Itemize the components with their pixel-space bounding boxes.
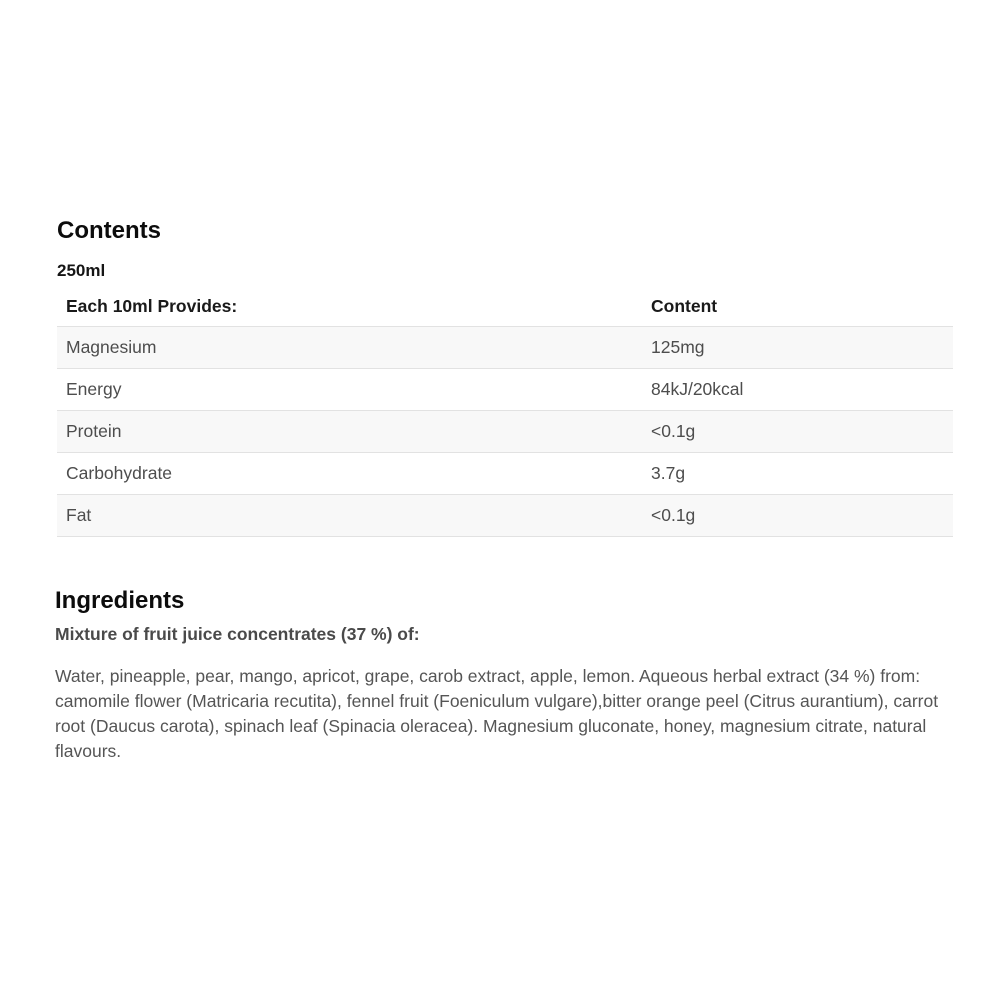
- table-row: [57, 327, 953, 369]
- nutrient-name: Magnesium: [57, 327, 642, 369]
- nutrient-value: <0.1g: [642, 411, 953, 453]
- contents-title: Contents: [57, 217, 161, 244]
- table-row: [57, 411, 953, 453]
- nutrition-table-header-row: [57, 286, 953, 327]
- nutrient-name: Protein: [57, 411, 642, 453]
- nutrient-value: 125mg: [642, 327, 953, 369]
- nutrition-table: [57, 286, 953, 537]
- contents-section: [57, 214, 953, 537]
- table-row: [57, 495, 953, 537]
- nutrient-name: Fat: [57, 495, 642, 537]
- nutrient-value: <0.1g: [642, 495, 953, 537]
- nutrient-value: 84kJ/20kcal: [642, 369, 953, 411]
- nutrient-value: 3.7g: [642, 453, 953, 495]
- ingredients-text: Water, pineapple, pear, mango, apricot, grape, carob extract, apple, lemon. Aqueous herbal extract (34 %) from: camomile flower (Matricaria recutita), fennel fruit (Foeniculum vulgare),bitter orange peel (Citrus aurantium), carrot root (Daucus carota), spinach leaf (Spinacia oleracea). Magnesium gluconate, honey, magnesium citrate, natural flavours.: [55, 666, 939, 761]
- nutrient-name: Carbohydrate: [57, 453, 642, 495]
- volume-label: 250ml: [57, 261, 106, 280]
- ingredients-section: [55, 584, 955, 764]
- table-row: [57, 453, 953, 495]
- column-header-content: Content: [642, 286, 953, 327]
- table-row: [57, 369, 953, 411]
- ingredients-subtitle: Mixture of fruit juice concentrates (37 %) of:: [55, 624, 420, 644]
- ingredients-title: Ingredients: [55, 587, 185, 614]
- nutrient-name: Energy: [57, 369, 642, 411]
- column-header-nutrient: Each 10ml Provides:: [57, 286, 642, 327]
